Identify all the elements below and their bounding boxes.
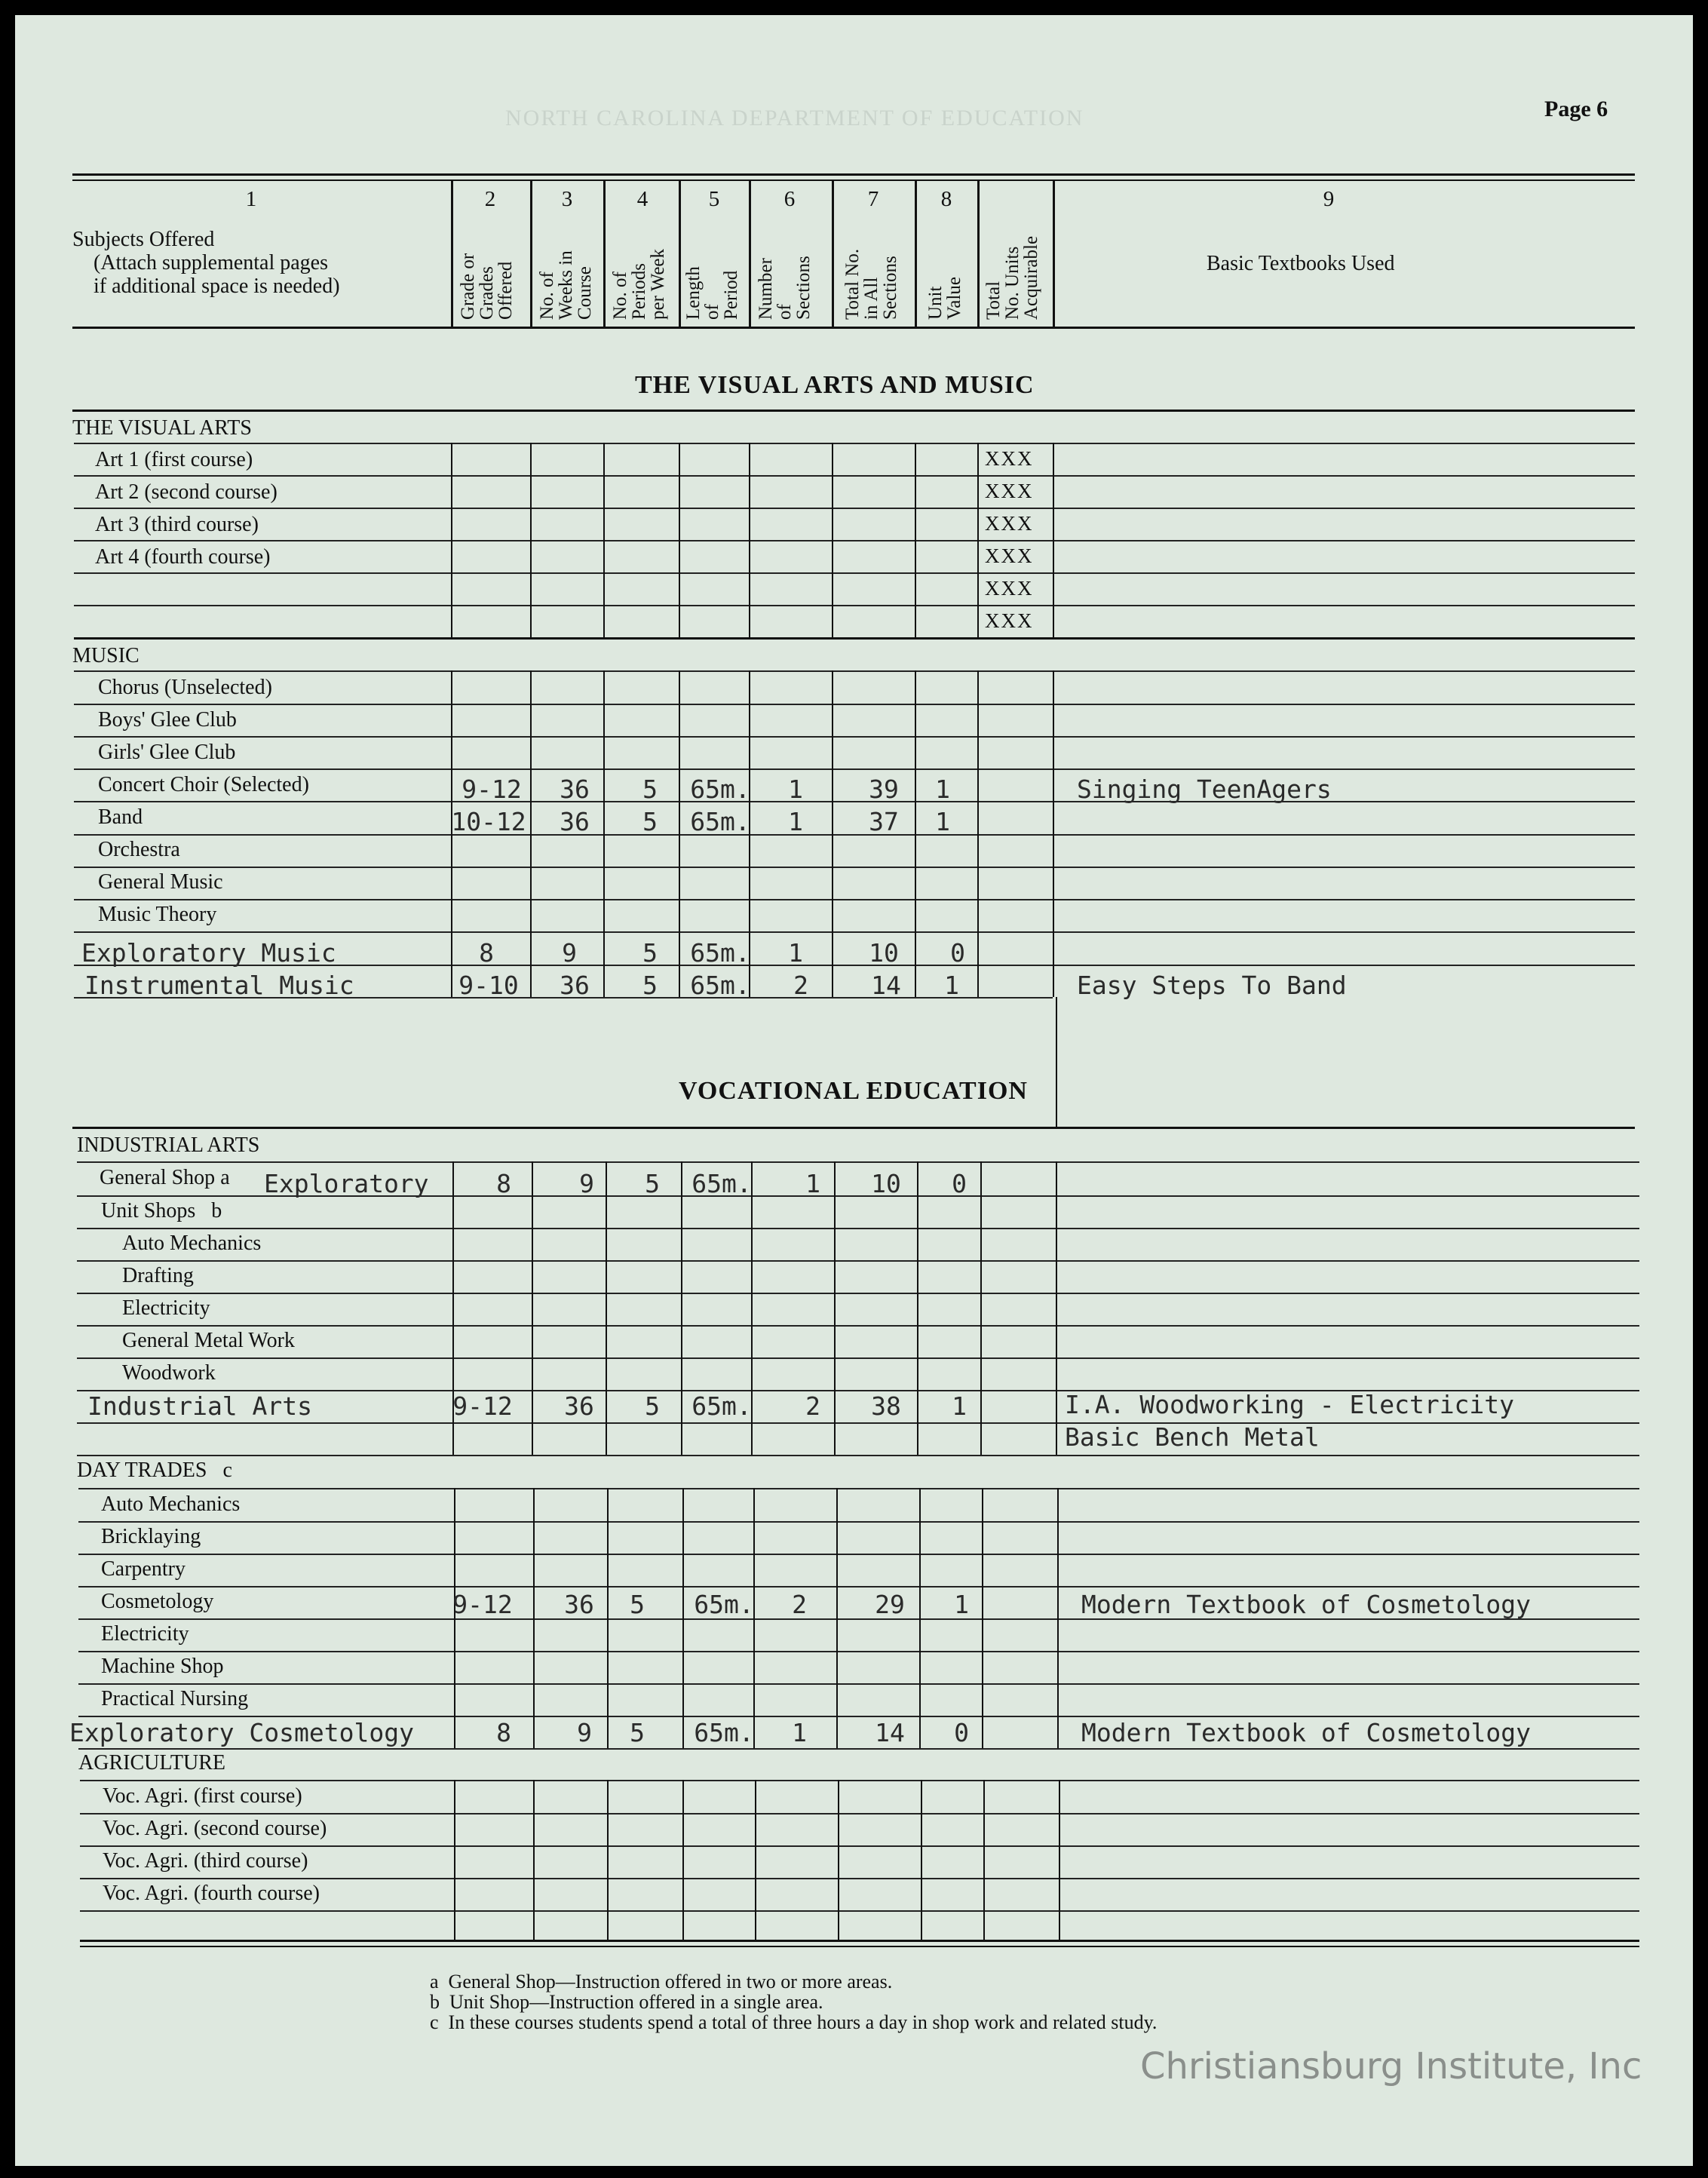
header-divider (451, 181, 453, 327)
row-label: Orchestra (98, 838, 180, 861)
row-line (74, 801, 1635, 802)
row-label: Bricklaying (101, 1525, 201, 1548)
col-line (454, 1780, 455, 1940)
row-label: Voc. Agri. (first course) (103, 1784, 302, 1808)
col-line (1053, 443, 1054, 637)
col-line (836, 1488, 838, 1748)
typed-textbook: I.A. Woodworking - Electricity (1065, 1390, 1515, 1419)
row-line (78, 1586, 1639, 1587)
typed-length: 65m. (690, 775, 750, 804)
col-line (533, 1780, 535, 1940)
col-line (1059, 1780, 1060, 1940)
row-line (74, 931, 1635, 933)
typed-textbook: Modern Textbook of Cosmetology (1081, 1590, 1532, 1619)
row-label: Boys' Glee Club (98, 708, 237, 732)
subhead-day-trades (77, 1459, 232, 1483)
typed-length: 65m. (690, 971, 750, 1000)
section-rule (72, 1127, 1635, 1129)
typed-weeks: 9 (577, 1718, 592, 1747)
col-header-unit: Unit Value (925, 277, 964, 320)
col-line (679, 443, 680, 637)
typed-periods: 5 (642, 938, 658, 968)
col-line (451, 443, 452, 637)
row-label: Drafting (122, 1264, 194, 1287)
day-trades-label: DAY TRADES (77, 1459, 207, 1482)
row-line (78, 1716, 1639, 1717)
col-number-4: 4 (636, 187, 649, 211)
typed-unit: 0 (952, 1169, 967, 1198)
typed-total: 10 (869, 938, 899, 968)
row-line (74, 834, 1635, 836)
subhead-visual-arts: THE VISUAL ARTS (72, 416, 252, 440)
col-line (977, 670, 979, 997)
typed-length: 65m. (690, 938, 750, 968)
row-label: Art 3 (third course) (95, 513, 259, 536)
header-divider (679, 181, 681, 327)
typed-total: 14 (871, 971, 901, 1000)
row-line (74, 572, 1635, 574)
typed-length: 65m. (694, 1590, 754, 1619)
footnote-ref-b: b (211, 1199, 222, 1222)
typed-periods: 5 (645, 1169, 660, 1198)
col-line (919, 1488, 921, 1748)
typed-weeks: 36 (560, 971, 590, 1000)
row-label: Art 4 (fourth course) (95, 545, 271, 569)
typed-weeks: 36 (564, 1391, 594, 1421)
header-divider (977, 181, 980, 327)
typed-grade: 9-12 (452, 1590, 513, 1619)
typed-sections: 2 (793, 971, 808, 1000)
typed-periods: 5 (630, 1590, 645, 1619)
row-label: Voc. Agri. (fourth course) (103, 1882, 320, 1905)
typed-length: 65m. (691, 1391, 752, 1421)
typed-periods: 5 (642, 807, 658, 836)
watermark: Christiansburg Institute, Inc (1140, 2045, 1642, 2088)
col-line (682, 1488, 684, 1748)
col-line (1057, 1488, 1059, 1748)
typed-textbook-2: Basic Bench Metal (1065, 1422, 1320, 1452)
col-number-5: 5 (708, 187, 720, 211)
row-line (80, 1910, 1639, 1912)
col-header-length: Length of Period (683, 266, 741, 320)
subhead-industrial-arts: INDUSTRIAL ARTS (77, 1133, 260, 1157)
typed-length: 65m. (690, 807, 750, 836)
col-line (607, 1780, 609, 1940)
typed-subject: Exploratory (264, 1169, 429, 1198)
footnote-b: b Unit Shop—Instruction offered in a single area. (430, 1991, 823, 2013)
page-number: Page 6 (1544, 97, 1608, 121)
row-line (78, 1683, 1639, 1685)
xxx-mark: XXX (985, 544, 1034, 567)
typed-sections: 1 (788, 807, 803, 836)
typed-sections: 2 (805, 1391, 820, 1421)
header-divider (530, 181, 532, 327)
col-number-1: 1 (245, 187, 257, 211)
typed-sections: 1 (805, 1169, 820, 1198)
header-divider (603, 181, 606, 327)
row-line (78, 1554, 1639, 1555)
col-header-subjects: Subjects Offered (Attach supplemental pages if additional space is needed) (72, 228, 340, 298)
row-label: Girls' Glee Club (98, 741, 236, 764)
col-line (530, 443, 532, 637)
unit-shops-label: Unit Shops (101, 1199, 196, 1222)
typed-length: 65m. (691, 1169, 752, 1198)
subhead-agriculture: AGRICULTURE (78, 1751, 225, 1775)
typed-unit: 0 (950, 938, 965, 968)
row-label: Carpentry (101, 1557, 186, 1581)
col-line (532, 1161, 533, 1455)
col-line (682, 1780, 684, 1940)
row-line (78, 1651, 1639, 1652)
typed-unit: 0 (954, 1718, 969, 1747)
row-label: Practical Nursing (101, 1687, 249, 1710)
row-line (74, 605, 1635, 606)
ghost-header: NORTH CAROLINA DEPARTMENT OF EDUCATION (505, 106, 1084, 130)
row-label: Voc. Agri. (third course) (103, 1849, 308, 1873)
section-title-vocational: VOCATIONAL EDUCATION (679, 1077, 1028, 1105)
row-label: Electricity (122, 1296, 210, 1320)
footnote-a: a General Shop—Instruction offered in two or more areas. (430, 1971, 893, 1992)
typed-sections: 1 (788, 938, 803, 968)
row-line (78, 1488, 1639, 1489)
typed-textbook: Easy Steps To Band (1077, 971, 1347, 1000)
row-line (74, 704, 1635, 705)
header-top-rule-2 (72, 179, 1635, 181)
col-line (983, 1780, 985, 1940)
col-line (832, 670, 833, 997)
typed-subject: Exploratory Cosmetology (69, 1718, 414, 1747)
xxx-mark: XXX (985, 577, 1034, 600)
typed-total: 10 (871, 1169, 901, 1198)
row-label: Music Theory (98, 903, 217, 926)
col-line (603, 670, 605, 997)
row-label: Band (98, 805, 143, 829)
row-line (77, 1293, 1639, 1294)
typed-grade: 8 (479, 938, 494, 968)
row-label: Machine Shop (101, 1655, 224, 1678)
col-header-grade: Grade or Grades Offered (458, 253, 516, 320)
col-header-total: Total No. in All Sections (842, 248, 900, 320)
col-line (980, 1161, 982, 1455)
xxx-mark: XXX (985, 609, 1034, 632)
col-header-units-acquirable: Total No. Units Acquirable (983, 235, 1041, 320)
col-number-9: 9 (1323, 187, 1335, 211)
row-label: Voc. Agri. (second course) (103, 1817, 327, 1840)
col-line (917, 1161, 918, 1455)
col-line (977, 443, 979, 637)
typed-periods: 5 (642, 775, 658, 804)
row-label: Electricity (101, 1622, 189, 1646)
xxx-mark: XXX (985, 447, 1034, 470)
row-label-unit-shops (101, 1199, 222, 1223)
col-number-3: 3 (561, 187, 573, 211)
header-divider (1053, 181, 1055, 327)
col-header-textbooks: Basic Textbooks Used (1207, 252, 1395, 275)
row-line (77, 1161, 1639, 1163)
typed-unit: 1 (935, 775, 950, 804)
typed-weeks: 36 (560, 807, 590, 836)
row-line (74, 443, 1635, 444)
col-line (921, 1780, 922, 1940)
row-label: Auto Mechanics (122, 1232, 262, 1255)
footnote-ref-a: a (220, 1166, 230, 1189)
col-line (749, 443, 750, 637)
typed-unit: 1 (944, 971, 959, 1000)
typed-weeks: 36 (564, 1590, 594, 1619)
header-divider (832, 181, 834, 327)
row-label: Cosmetology (101, 1590, 214, 1613)
row-line (74, 899, 1635, 900)
col-header-weeks: No. of Weeks in Course (537, 250, 595, 320)
header-divider (915, 181, 917, 327)
col-line (681, 1161, 682, 1455)
col-header-periods: No. of Periods per Week (610, 248, 668, 320)
row-line (77, 1422, 1639, 1424)
row-line (77, 1357, 1639, 1359)
typed-total: 38 (871, 1391, 901, 1421)
row-label: General Metal Work (122, 1329, 295, 1352)
row-line (80, 1813, 1639, 1814)
col-number-6: 6 (783, 187, 796, 211)
typed-sections: 1 (792, 1718, 807, 1747)
col-line (834, 1161, 836, 1455)
xxx-mark: XXX (985, 480, 1034, 502)
row-line (77, 1228, 1639, 1229)
row-line (74, 768, 1635, 770)
col-line (838, 1780, 839, 1940)
typed-weeks: 9 (562, 938, 577, 968)
col-line (1053, 670, 1054, 997)
col-number-8: 8 (940, 187, 952, 211)
typed-total: 29 (875, 1590, 905, 1619)
col-line (530, 670, 532, 997)
row-line (74, 508, 1635, 509)
typed-weeks: 9 (579, 1169, 594, 1198)
typed-length: 65m. (694, 1718, 754, 1747)
typed-subject: Industrial Arts (87, 1391, 313, 1421)
row-line-bold (74, 637, 1635, 640)
typed-textbook: Modern Textbook of Cosmetology (1081, 1718, 1532, 1747)
col-line (915, 443, 916, 637)
row-label-general-shop (100, 1166, 230, 1190)
typed-grade: 8 (496, 1718, 511, 1747)
section-box-line (1056, 997, 1057, 1127)
subhead-music: MUSIC (72, 644, 140, 667)
section-title-visual-arts-music: THE VISUAL ARTS AND MUSIC (635, 371, 1035, 399)
col-line (606, 1161, 607, 1455)
footnote-c: c In these courses students spend a total of three hours a day in shop work and related study. (430, 2011, 1158, 2033)
row-label: Concert Choir (Selected) (98, 773, 309, 796)
row-line (80, 1845, 1639, 1847)
typed-unit: 1 (935, 807, 950, 836)
typed-total: 39 (869, 775, 899, 804)
col-line (832, 443, 833, 637)
typed-unit: 1 (954, 1590, 969, 1619)
row-line (74, 736, 1635, 738)
typed-periods: 5 (645, 1391, 660, 1421)
row-label: Chorus (Unselected) (98, 676, 272, 699)
row-line (74, 867, 1635, 868)
table-bottom-rule (80, 1940, 1639, 1942)
row-label: Art 2 (second course) (95, 480, 278, 504)
row-label: Auto Mechanics (101, 1492, 241, 1516)
col-line (915, 670, 916, 997)
typed-total: 37 (869, 807, 899, 836)
col-line (679, 670, 680, 997)
typed-total: 14 (875, 1718, 905, 1747)
table-bottom-rule-2 (80, 1946, 1639, 1947)
typed-periods: 5 (642, 971, 658, 1000)
row-line (74, 670, 1635, 672)
typed-unit: 1 (952, 1391, 967, 1421)
col-number-2: 2 (484, 187, 496, 211)
general-shop-label: General Shop (100, 1166, 216, 1189)
section-rule (72, 410, 1635, 412)
typed-sections: 1 (788, 775, 803, 804)
row-line (74, 475, 1635, 477)
col-line (533, 1488, 535, 1748)
header-bottom-rule (72, 327, 1635, 329)
row-line (78, 1748, 1639, 1750)
row-line (77, 1455, 1639, 1456)
row-line (77, 1325, 1639, 1327)
row-line (74, 540, 1635, 541)
header-top-rule (72, 173, 1635, 176)
typed-grade: 10-12 (451, 807, 526, 836)
col-line (755, 1780, 756, 1940)
col-line (982, 1488, 983, 1748)
row-label: General Music (98, 870, 223, 894)
row-line (80, 1878, 1639, 1879)
typed-grade: 8 (496, 1169, 511, 1198)
col-number-7: 7 (867, 187, 879, 211)
typed-subject: Instrumental Music (84, 971, 354, 1000)
typed-grade: 9-12 (461, 775, 522, 804)
typed-subject: Exploratory Music (81, 938, 336, 968)
typed-grade: 9-10 (458, 971, 519, 1000)
typed-sections: 2 (792, 1590, 807, 1619)
col-line (1056, 1161, 1057, 1455)
col-header-sections: Number of Sections (756, 256, 814, 320)
typed-weeks: 36 (560, 775, 590, 804)
header-divider (749, 181, 751, 327)
col-line (607, 1488, 609, 1748)
row-line (80, 1780, 1639, 1781)
typed-periods: 5 (630, 1718, 645, 1747)
row-label: Woodwork (122, 1361, 216, 1385)
col-line (603, 443, 605, 637)
row-line (77, 1260, 1639, 1262)
row-line (78, 1521, 1639, 1523)
xxx-mark: XXX (985, 512, 1034, 535)
typed-grade: 9-12 (452, 1391, 513, 1421)
footnote-ref-c: c (222, 1459, 232, 1482)
typed-textbook: Singing TeenAgers (1077, 775, 1332, 804)
row-label: Art 1 (first course) (95, 448, 253, 471)
